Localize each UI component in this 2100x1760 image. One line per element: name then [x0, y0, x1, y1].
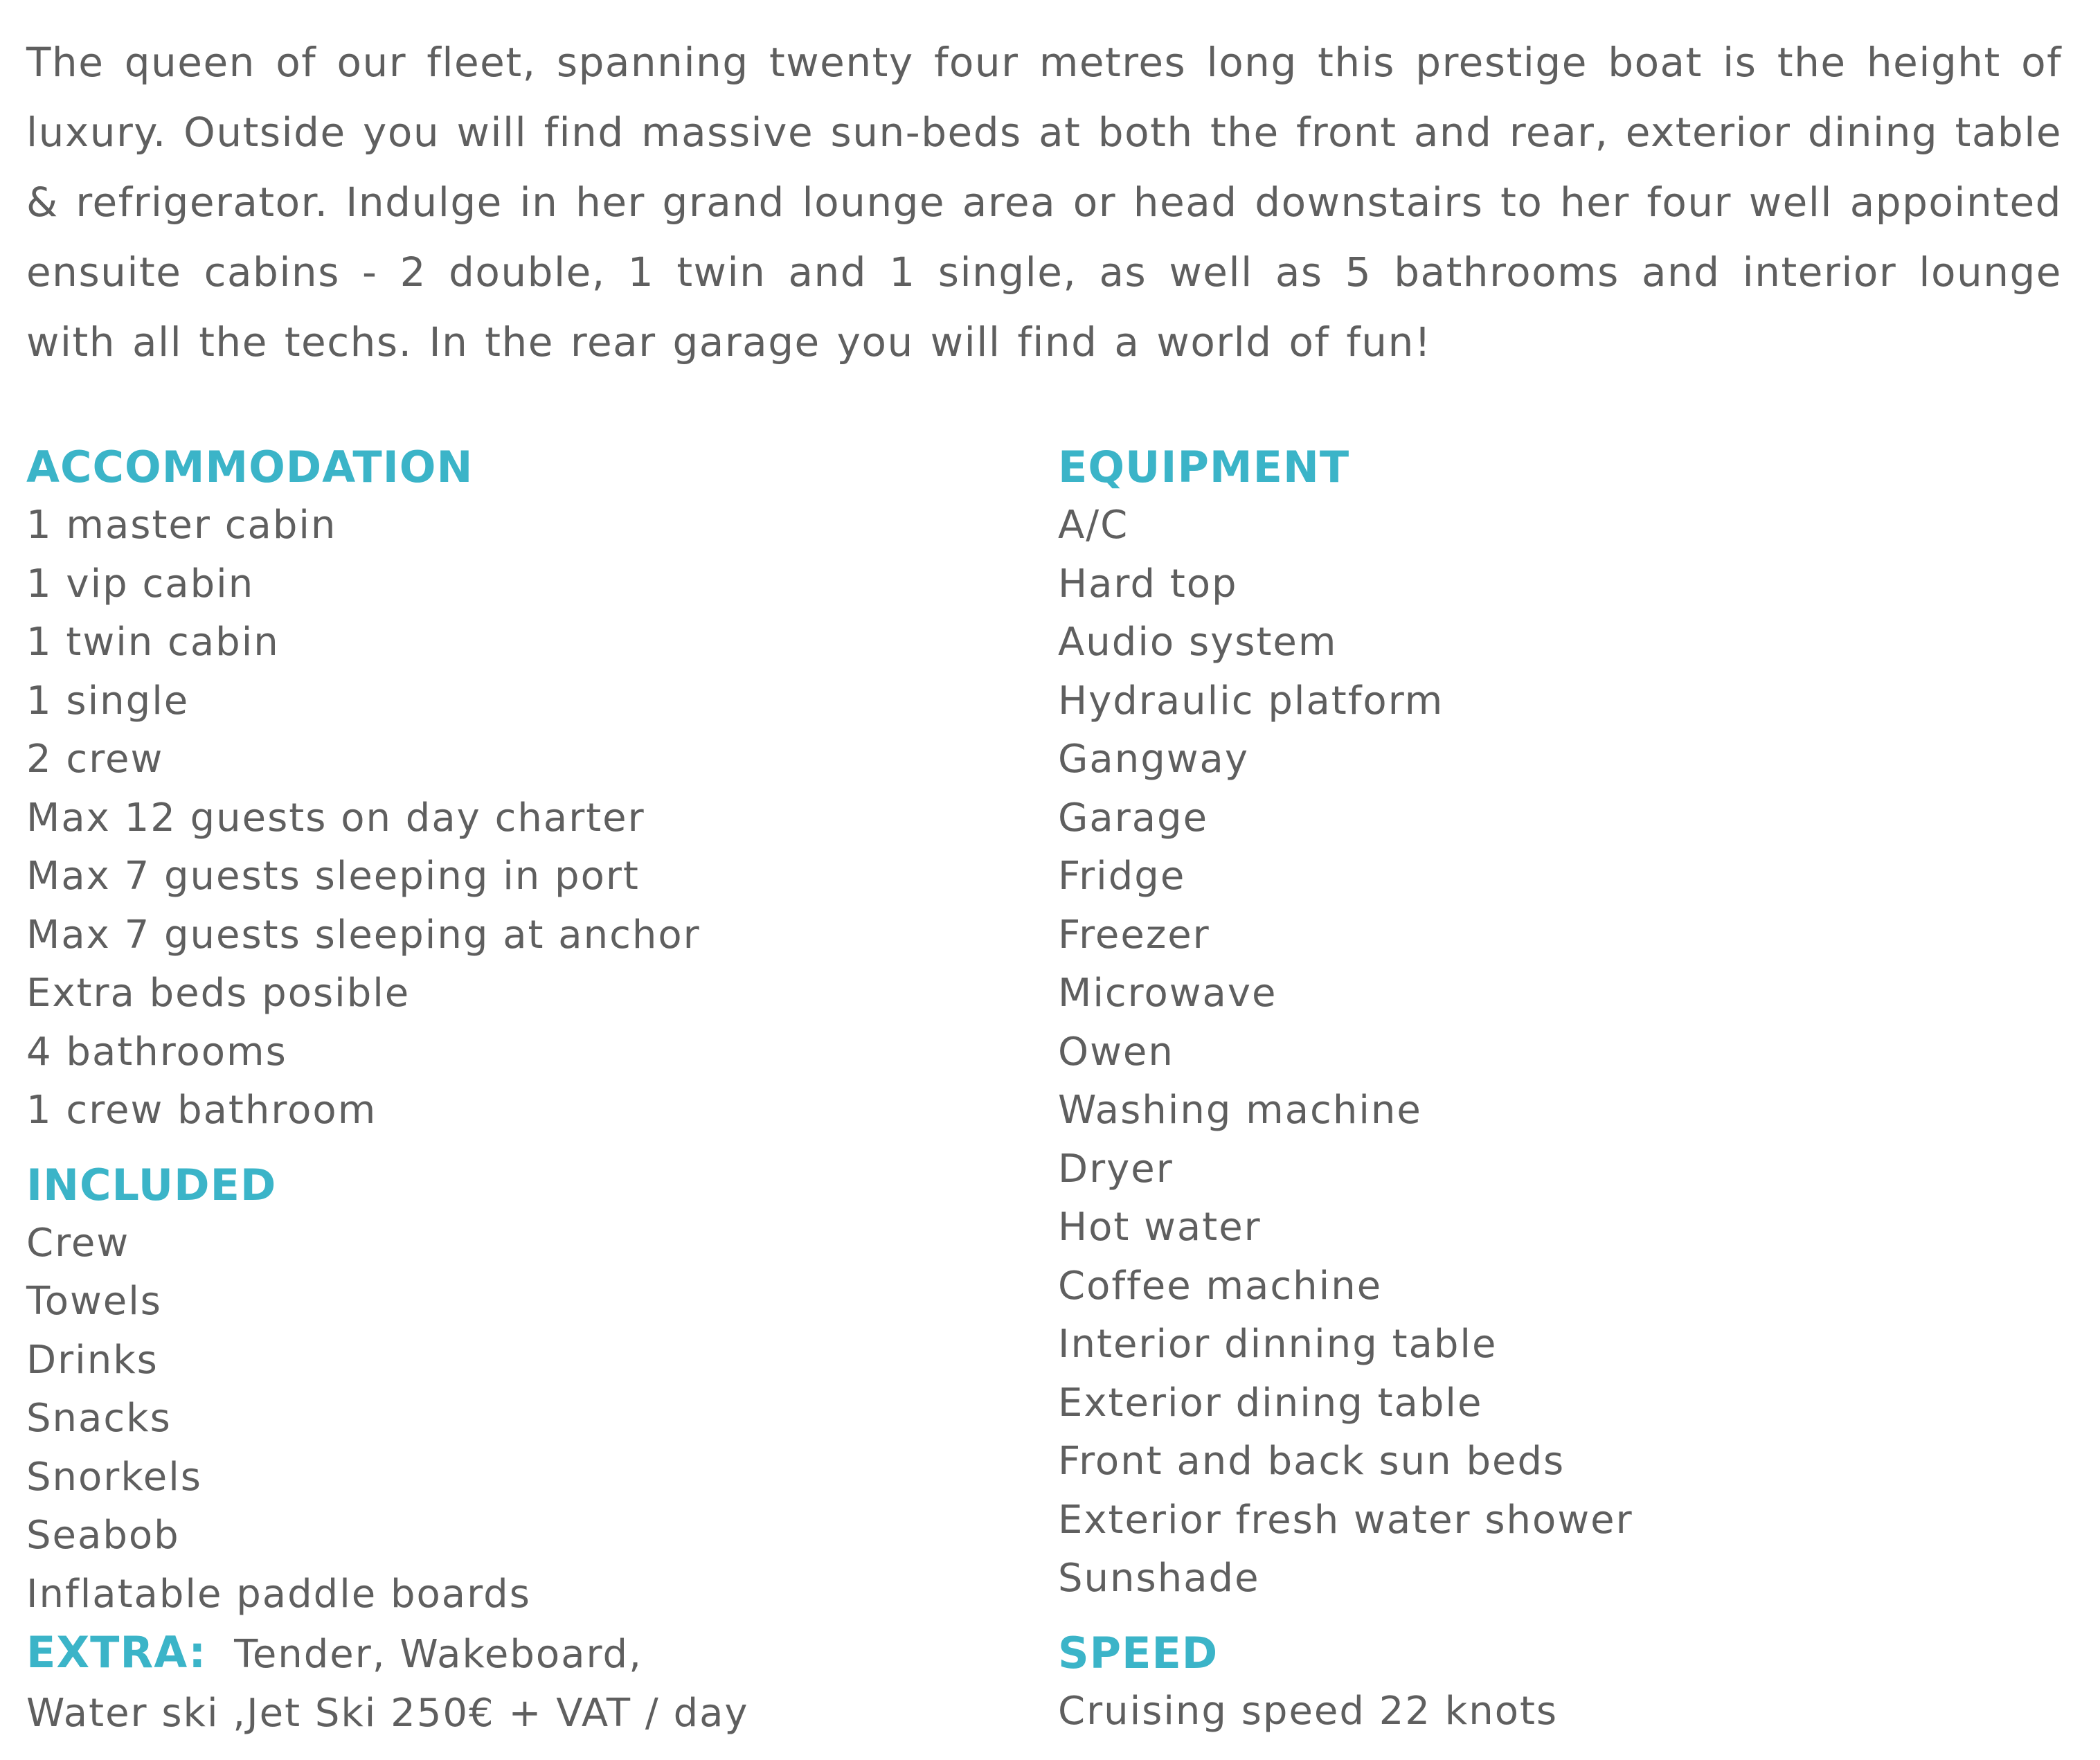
list-item: Snorkels — [26, 1454, 202, 1500]
intro-paragraph: The queen of our fleet, spanning twenty four metres long this prestige boat is the height of luxury. Outside you will find massive sun-beds at both the front and rear, exterior dining table & refrigerator. Indulge in her grand lounge area or head downstairs to her four well appointed ensuite cabins - 2 double, 1 twin and 1 single, as well as 5 bathrooms and interior lounge with all the techs. In the rear garage you will find a world of fun! — [26, 39, 2062, 366]
list-item: 4 bathrooms — [26, 1029, 287, 1075]
list-item: Crew — [26, 1220, 130, 1266]
included-list — [26, 1214, 1051, 1624]
list-item: Audio system — [1058, 620, 1338, 665]
list-item: Extra beds posible — [26, 971, 411, 1016]
list-item: 1 crew bathroom — [26, 1088, 377, 1133]
list-item: Owen — [1058, 1029, 1174, 1075]
extra-line-2: Water ski ,Jet Ski 250€ + VAT / day — [26, 1690, 749, 1736]
speed-list — [1058, 1682, 2055, 1741]
speed-heading: SPEED — [1058, 1627, 1219, 1678]
list-item: Garage — [1058, 795, 1209, 841]
accommodation-list — [26, 496, 1051, 1140]
list-item: Cruising speed 22 knots — [1058, 1688, 1559, 1734]
list-item: Interior dinning table — [1058, 1322, 1498, 1367]
list-item: Towels — [26, 1279, 162, 1324]
yacht-description-page — [26, 28, 2062, 1736]
list-item: Microwave — [1058, 971, 1277, 1016]
list-item: Max 7 guests sleeping in port — [26, 854, 640, 899]
left-column — [26, 438, 1051, 1743]
list-item: Fridge — [1058, 854, 1186, 899]
equipment-list — [1058, 496, 2055, 1608]
list-item: A/C — [1058, 503, 1129, 548]
list-item: Seabob — [26, 1513, 180, 1558]
list-item: Freezer — [1058, 912, 1210, 958]
list-item: Front and back sun beds — [1058, 1439, 1565, 1484]
list-item: 1 vip cabin — [26, 561, 255, 607]
list-item: Inflatable paddle boards — [26, 1571, 531, 1617]
extra-label: EXTRA: — [26, 1627, 207, 1678]
list-item: Hydraulic platform — [1058, 678, 1444, 724]
section-spacer — [1058, 1608, 2055, 1624]
list-item: Washing machine — [1058, 1088, 1422, 1133]
list-item: 1 master cabin — [26, 503, 337, 548]
included-heading: INCLUDED — [26, 1159, 277, 1210]
list-item: Dryer — [1058, 1146, 1174, 1192]
extra-line-1 — [26, 1624, 1051, 1685]
extra-items-first: Tender, Wakeboard, — [234, 1632, 643, 1677]
list-item: Max 7 guests sleeping at anchor — [26, 912, 701, 958]
list-item: 1 single — [26, 678, 190, 724]
list-item: Max 12 guests on day charter — [26, 795, 645, 841]
list-item: Sunshade — [1058, 1556, 1260, 1601]
equipment-heading: EQUIPMENT — [1058, 442, 1350, 492]
section-spacer — [26, 1140, 1051, 1156]
list-item: Exterior dining table — [1058, 1380, 1483, 1426]
list-item: 1 twin cabin — [26, 620, 280, 665]
list-item: Hard top — [1058, 561, 1238, 607]
list-item: Exterior fresh water shower — [1058, 1497, 1633, 1543]
list-item: Gangway — [1058, 737, 1250, 782]
list-item: Coffee machine — [1058, 1263, 1383, 1309]
list-item: Drinks — [26, 1337, 159, 1383]
list-item: Snacks — [26, 1396, 172, 1441]
list-item: Hot water — [1058, 1205, 1262, 1250]
list-item: 2 crew — [26, 737, 164, 782]
accommodation-heading: ACCOMMODATION — [26, 442, 474, 492]
right-column — [1058, 438, 2055, 1741]
